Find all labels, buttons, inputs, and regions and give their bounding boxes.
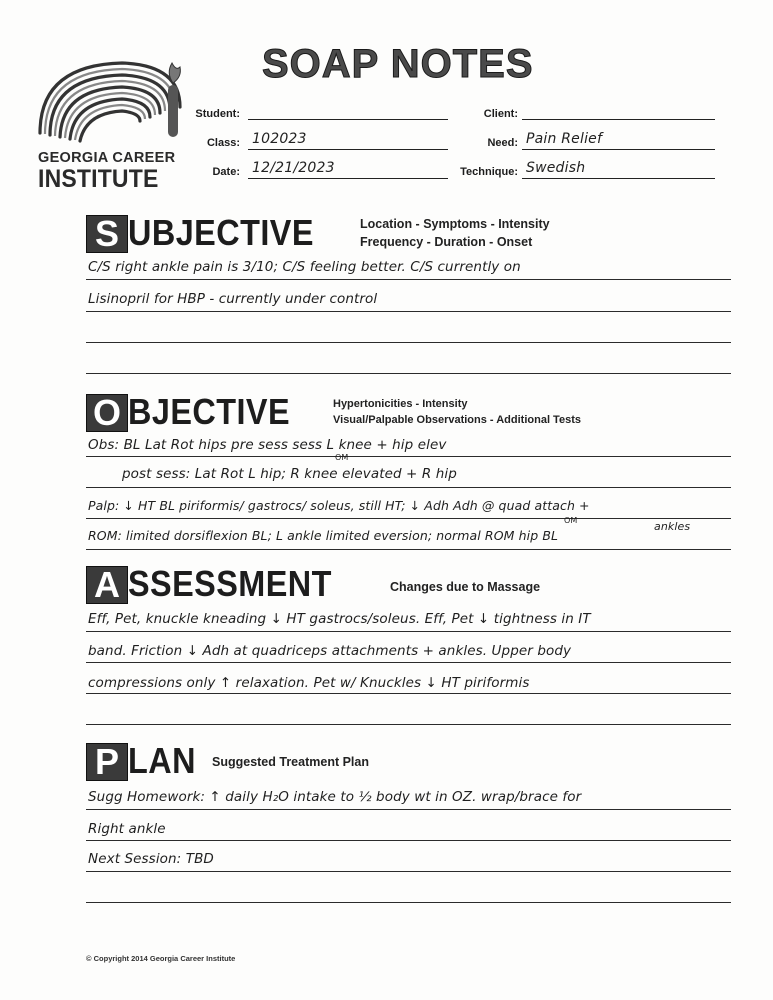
objective-note-line-2: post sess: Lat Rot L hip; R knee elevated + R hip: [122, 466, 457, 482]
objective-desc-2: Visual/Palpable Observations - Additional Tests: [333, 414, 581, 426]
plan-initial: P: [86, 743, 128, 781]
need-label: Need:: [487, 137, 518, 149]
class-value: 102023: [252, 131, 307, 147]
objective-note-line-1: Obs: BL Lat Rot hips pre sess sess L knee + hip elev: [88, 437, 447, 453]
assessment-write-line-1[interactable]: [86, 630, 731, 632]
copyright-icon: ©: [86, 954, 94, 963]
client-field[interactable]: [522, 118, 715, 120]
subjective-desc-2: Frequency - Duration - Onset: [360, 235, 533, 249]
objective-write-line-1[interactable]: [86, 455, 731, 457]
subjective-write-line-3[interactable]: [86, 341, 731, 343]
plan-write-line-2[interactable]: [86, 839, 731, 841]
objective-annotation-om-1: OM: [335, 453, 349, 462]
plan-note-line-2: Right ankle: [88, 821, 166, 837]
subjective-note-line-2: Lisinopril for HBP - currently under control: [88, 291, 378, 307]
technique-value: Swedish: [526, 160, 586, 176]
plan-heading: LAN: [128, 740, 196, 781]
date-label: Date:: [212, 166, 240, 178]
subjective-heading: UBJECTIVE: [128, 212, 314, 253]
technique-field[interactable]: [522, 177, 715, 179]
objective-desc-1: Hypertonicities - Intensity: [333, 398, 468, 410]
objective-initial: O: [86, 394, 128, 432]
objective-write-line-3[interactable]: [86, 517, 731, 519]
objective-note-line-4: ROM: limited dorsiflexion BL; L ankle limited eversion; normal ROM hip BL: [88, 528, 559, 543]
assessment-write-line-3[interactable]: [86, 692, 731, 694]
subjective-desc-1: Location - Symptoms - Intensity: [360, 217, 550, 231]
assessment-write-line-4[interactable]: [86, 723, 731, 725]
client-label: Client:: [483, 108, 518, 120]
technique-label: Technique:: [460, 166, 518, 178]
objective-write-line-4[interactable]: [86, 548, 731, 550]
assessment-heading: SSESSMENT: [128, 563, 332, 604]
class-field[interactable]: [248, 148, 448, 150]
student-label: Student:: [195, 108, 240, 120]
logo-text-line1: GEORGIA CAREER: [38, 150, 176, 166]
objective-write-line-2[interactable]: [86, 486, 731, 488]
plan-note-line-3: Next Session: TBD: [88, 851, 214, 867]
objective-note-line-3: Palp: ↓ HT BL piriformis/ gastrocs/ soleus, still HT; ↓ Adh Adh @ quad attach +: [88, 498, 590, 513]
copyright-text: Copyright 2014 Georgia Career Institute: [93, 954, 236, 963]
subjective-note-line-1: C/S right ankle pain is 3/10; C/S feeling better. C/S currently on: [88, 259, 521, 275]
assessment-desc-1: Changes due to Massage: [390, 580, 541, 594]
assessment-note-line-3: compressions only ↑ relaxation. Pet w/ Knuckles ↓ HT piriformis: [88, 675, 530, 691]
objective-annotation-om-2: OM: [564, 516, 578, 525]
need-value: Pain Relief: [526, 131, 603, 147]
assessment-initial: A: [86, 566, 128, 604]
class-label: Class:: [206, 137, 240, 149]
subjective-write-line-1[interactable]: [86, 278, 731, 280]
subjective-initial: S: [86, 215, 128, 253]
plan-note-line-1: Sugg Homework: ↑ daily H₂O intake to ½ body wt in OZ. wrap/brace for: [88, 789, 582, 805]
assessment-note-line-1: Eff, Pet, knuckle kneading ↓ HT gastrocs/soleus. Eff, Pet ↓ tightness in IT: [88, 611, 591, 627]
date-field[interactable]: [248, 177, 448, 179]
logo-text-line2: INSTITUTE: [38, 165, 159, 193]
plan-write-line-4[interactable]: [86, 901, 731, 903]
subjective-write-line-4[interactable]: [86, 372, 731, 374]
date-value: 12/21/2023: [252, 160, 335, 176]
need-field[interactable]: [522, 148, 715, 150]
assessment-write-line-2[interactable]: [86, 661, 731, 663]
objective-heading: BJECTIVE: [128, 391, 291, 432]
plan-write-line-1[interactable]: [86, 808, 731, 810]
plan-desc-1: Suggested Treatment Plan: [212, 755, 369, 769]
student-field[interactable]: [248, 118, 448, 120]
assessment-note-line-2: band. Friction ↓ Adh at quadriceps attachments + ankles. Upper body: [88, 643, 572, 659]
objective-annotation-ankles: ankles: [654, 520, 691, 533]
copyright-notice: [86, 954, 235, 963]
page-title: SOAP NOTES: [262, 42, 534, 86]
subjective-write-line-2[interactable]: [86, 310, 731, 312]
plan-write-line-3[interactable]: [86, 870, 731, 872]
